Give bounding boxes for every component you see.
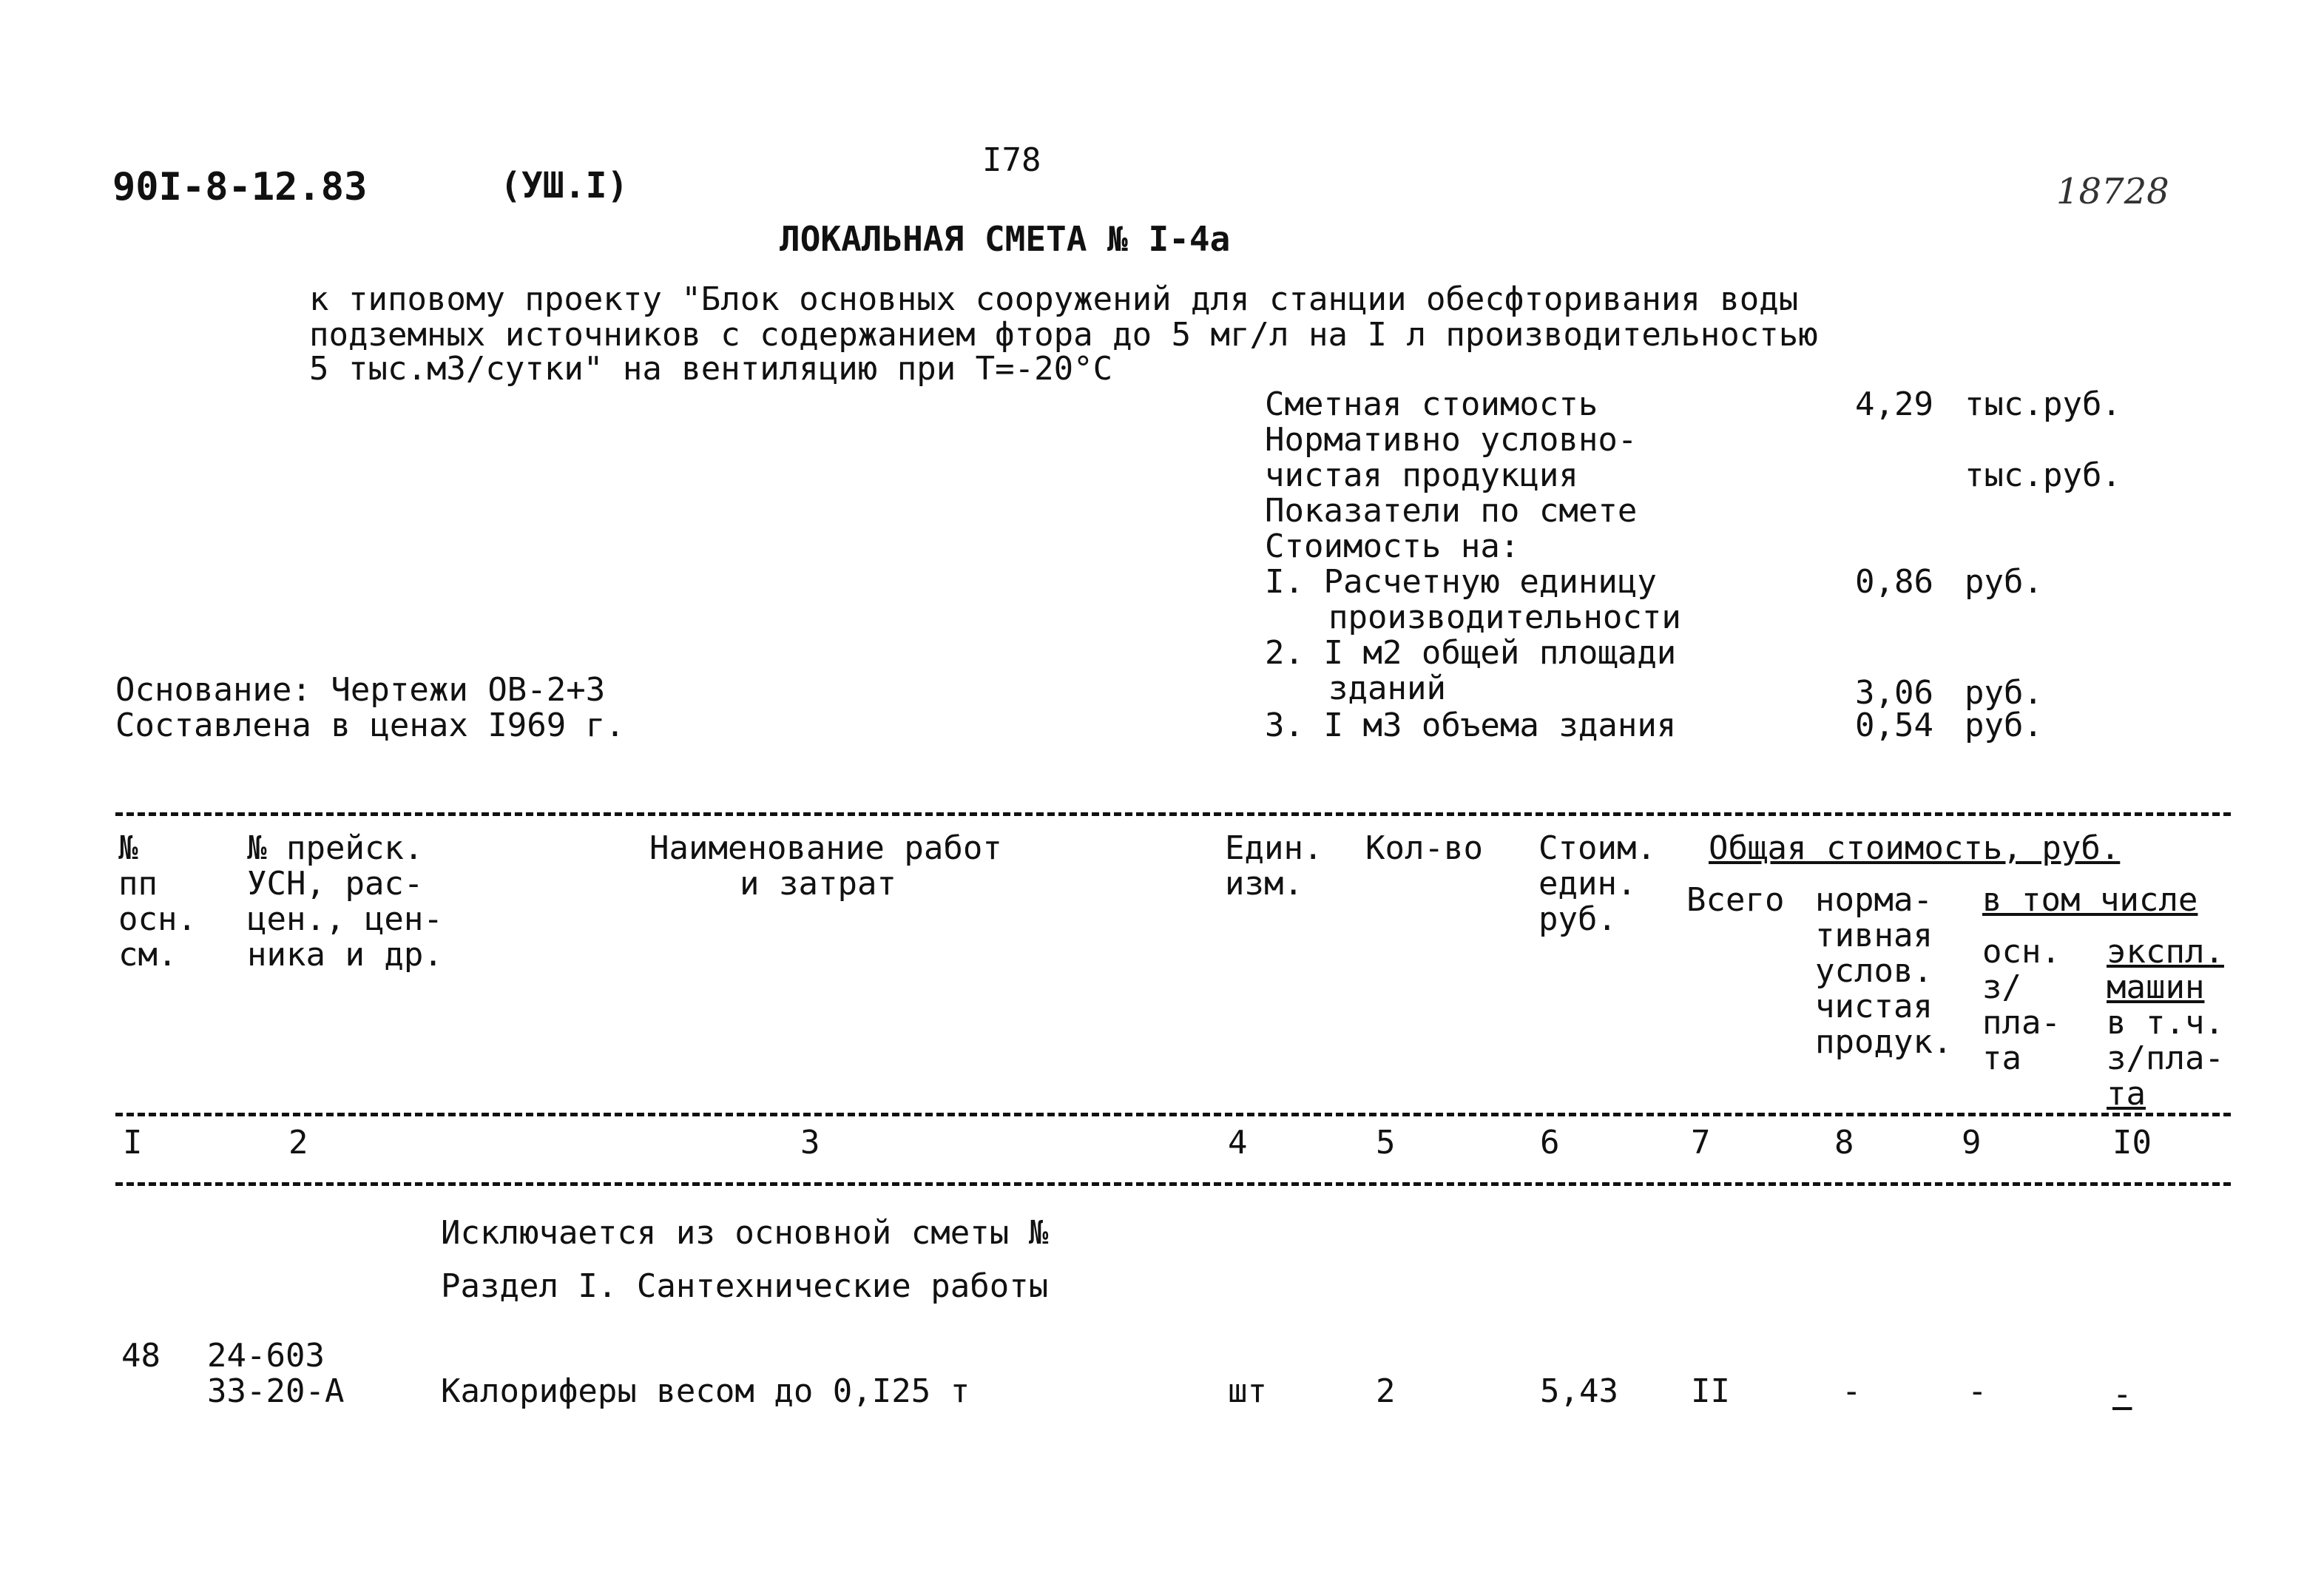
header-col10-line2: машин bbox=[2107, 968, 2205, 1006]
indicator-1-label: I. Расчетную единицу bbox=[1265, 563, 1657, 601]
normative-unit: тыс.руб. bbox=[1965, 456, 2121, 494]
project-line-2: подземных источников с содержанием фтора до 5 мг/л на I л производительностью bbox=[309, 316, 1818, 354]
indicator-2-unit: руб. bbox=[1965, 674, 2043, 712]
header-col3-line2: и затрат bbox=[740, 865, 896, 903]
row-total: II bbox=[1691, 1372, 1730, 1410]
table-top-rule bbox=[115, 812, 2231, 816]
cost-for-label: Стоимость на: bbox=[1265, 527, 1520, 565]
header-col10-line4: з/пла- bbox=[2107, 1039, 2224, 1077]
header-col8-line1: норма- bbox=[1815, 881, 1933, 919]
estimated-cost-label: Сметная стоимость bbox=[1265, 385, 1598, 423]
header-col2-line2: УСН, рас- bbox=[247, 865, 424, 903]
header-col9-line3: пла- bbox=[1982, 1004, 2061, 1042]
header-col6-line2: един. bbox=[1538, 865, 1637, 903]
header-col2-line4: ника и др. bbox=[247, 936, 443, 974]
header-col1-line1: № bbox=[118, 829, 138, 867]
indicator-3-label: 3. I м3 объема здания bbox=[1265, 707, 1677, 744]
project-line-3: 5 тыс.м3/сутки" на вентиляцию при Т=-20°С bbox=[309, 350, 1113, 388]
header-col4-line1: Един. bbox=[1225, 829, 1323, 867]
normative-label-1: Нормативно условно- bbox=[1265, 421, 1638, 459]
header-col4-line2: изм. bbox=[1225, 865, 1303, 903]
header-col5: Кол-во bbox=[1365, 829, 1483, 867]
header-col8-line4: чистая bbox=[1815, 988, 1933, 1025]
column-number-4: 4 bbox=[1228, 1124, 1248, 1162]
page-number: I78 bbox=[982, 141, 1041, 179]
header-col8-line3: услов. bbox=[1815, 952, 1933, 990]
header-col8-line5: продук. bbox=[1815, 1023, 1953, 1061]
prices-line: Составлена в ценах I969 г. bbox=[115, 707, 625, 744]
header-total-group: Общая стоимость, руб. bbox=[1709, 829, 2121, 867]
header-col6-line1: Стоим. bbox=[1538, 829, 1656, 867]
column-number-1: I bbox=[123, 1124, 143, 1162]
header-col7: Всего bbox=[1686, 881, 1785, 919]
header-col9-line1: осн. bbox=[1982, 933, 2061, 971]
column-number-2: 2 bbox=[288, 1124, 308, 1162]
section-code: (УШ.I) bbox=[500, 165, 629, 206]
column-number-6: 6 bbox=[1540, 1124, 1560, 1162]
header-col10-line1: экспл. bbox=[2107, 933, 2224, 971]
row-machines: - bbox=[2112, 1375, 2132, 1413]
header-col9-line2: з/ bbox=[1982, 968, 2021, 1006]
column-number-3: 3 bbox=[800, 1124, 820, 1162]
header-col1-line3: осн. bbox=[118, 900, 197, 938]
header-col6-line3: руб. bbox=[1538, 900, 1617, 938]
section-title: Раздел I. Сантехнические работы bbox=[441, 1267, 1049, 1305]
basis-line: Основание: Чертежи ОВ-2+3 bbox=[115, 671, 606, 709]
row-normative: - bbox=[1842, 1372, 1862, 1410]
header-col3-line1: Наименование работ bbox=[649, 829, 1002, 867]
header-col1-line2: пп bbox=[118, 865, 158, 903]
header-col9-line4: та bbox=[1982, 1039, 2021, 1077]
header-col2-line1: № прейск. bbox=[247, 829, 424, 867]
row-quantity: 2 bbox=[1376, 1372, 1396, 1410]
header-col2-line3: цен., цен- bbox=[247, 900, 443, 938]
indicators-label: Показатели по смете bbox=[1265, 492, 1638, 530]
indicator-1-value: 0,86 bbox=[1855, 563, 1933, 601]
estimated-cost-value: 4,29 bbox=[1855, 385, 1933, 423]
estimate-title: ЛОКАЛЬНАЯ СМЕТА № I-4а bbox=[780, 219, 1231, 259]
section-note: Исключается из основной сметы № bbox=[441, 1214, 1049, 1252]
indicator-3-value: 0,54 bbox=[1855, 707, 1933, 744]
indicator-2-value: 3,06 bbox=[1855, 674, 1933, 712]
project-line-1: к типовому проекту "Блок основных сооружений для станции обесфторивания воды bbox=[309, 280, 1799, 318]
column-number-9: 9 bbox=[1962, 1124, 1982, 1162]
row-code-1: 24-603 bbox=[207, 1337, 325, 1375]
row-name: Калориферы весом до 0,I25 т bbox=[441, 1372, 970, 1410]
header-col10-line3: в т.ч. bbox=[2107, 1004, 2224, 1042]
document-code: 90I-8-12.83 bbox=[112, 165, 368, 209]
column-number-10: I0 bbox=[2112, 1124, 2152, 1162]
column-number-7: 7 bbox=[1691, 1124, 1711, 1162]
row-base-pay: - bbox=[1967, 1372, 1987, 1410]
estimated-cost-unit: тыс.руб. bbox=[1965, 385, 2121, 423]
indicator-1-unit: руб. bbox=[1965, 563, 2043, 601]
row-code-2: 33-20-А bbox=[207, 1372, 345, 1410]
column-number-8: 8 bbox=[1834, 1124, 1854, 1162]
indicator-1-label-cont: производительности bbox=[1328, 599, 1681, 636]
indicator-3-unit: руб. bbox=[1965, 707, 2043, 744]
normative-label-2: чистая продукция bbox=[1265, 456, 1578, 494]
row-unit-cost: 5,43 bbox=[1540, 1372, 1618, 1410]
column-numbers-rule bbox=[115, 1182, 2231, 1186]
header-col10-line5: та bbox=[2107, 1075, 2146, 1113]
header-subgroup: в том числе bbox=[1982, 881, 2198, 919]
header-col1-line4: см. bbox=[118, 936, 178, 974]
header-col8-line2: тивная bbox=[1815, 917, 1933, 954]
handwritten-reference: 18728 bbox=[2056, 171, 2169, 212]
row-unit: шт bbox=[1228, 1372, 1267, 1410]
column-number-5: 5 bbox=[1376, 1124, 1396, 1162]
indicator-2-label: 2. I м2 общей площади bbox=[1265, 634, 1677, 672]
indicator-2-label-cont: зданий bbox=[1328, 670, 1446, 707]
row-number: 48 bbox=[121, 1337, 161, 1375]
header-bottom-rule bbox=[115, 1113, 2231, 1116]
